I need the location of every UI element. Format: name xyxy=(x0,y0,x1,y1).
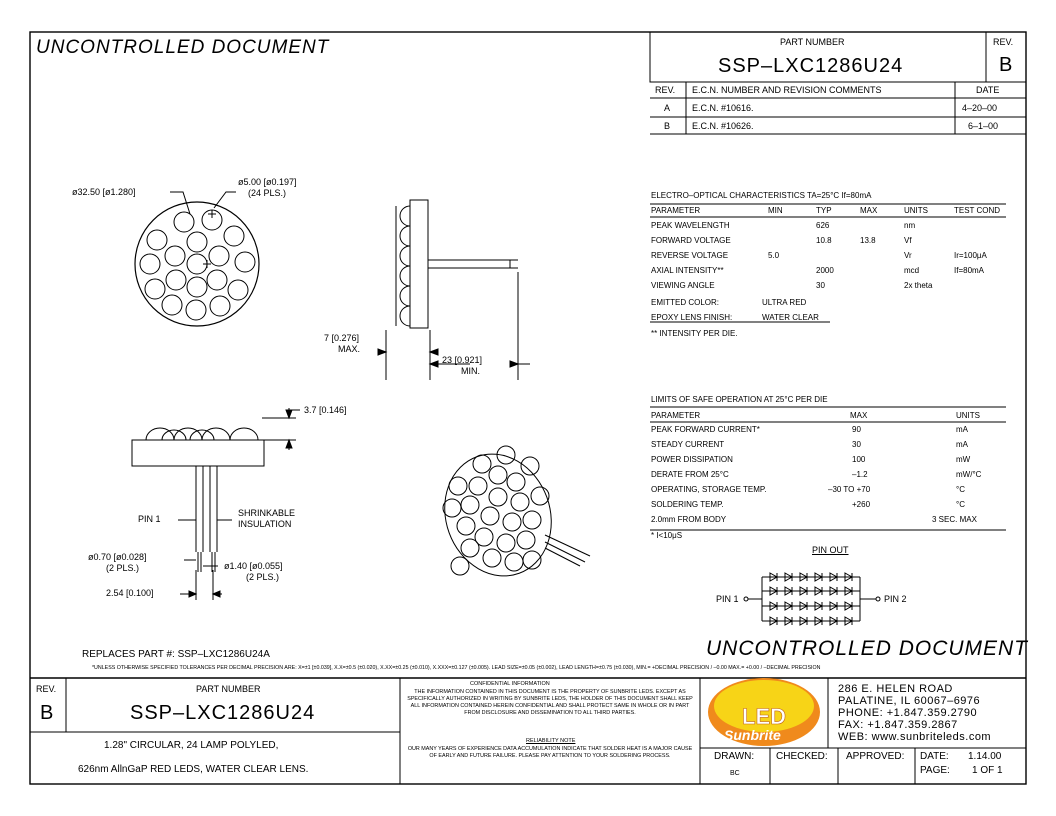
reliability-text: OUR MANY YEARS OF EXPERIENCE DATA ACCUMULATION INDICATE THAT SOLDER HEAT IS A MAJOR CAUSE OF EARLY AND FUTURE FAILURE. PLEASE PAY ATTENTION TO YOUR SOLDERING PROCESS. xyxy=(407,746,693,759)
limits-cell: mA xyxy=(956,425,968,434)
electro-cell: AXIAL INTENSITY** xyxy=(651,266,724,275)
description-line-1: 1.28" CIRCULAR, 24 LAMP POLYLED, xyxy=(104,740,279,751)
dim-lead-note: MIN. xyxy=(461,366,480,376)
limits-header-cell: UNITS xyxy=(956,411,980,420)
date-value: 1.14.00 xyxy=(968,751,1002,762)
electro-cell: 626 xyxy=(816,221,830,230)
dim-lead: 23 [0.921] xyxy=(442,355,483,365)
rev-row-b: B xyxy=(664,121,671,131)
shrink-label-1: SHRINKABLE xyxy=(238,508,296,518)
limits-header-cell: PARAMETER xyxy=(651,411,701,420)
limits-cell: POWER DISSIPATION xyxy=(651,455,733,464)
limits-cell: STEADY CURRENT xyxy=(651,440,725,449)
limits-note: * I<10μS xyxy=(651,531,683,540)
ecn-row-b: E.C.N. #10626. xyxy=(692,121,754,131)
limits-cell: °C xyxy=(956,485,965,494)
dim-height: 7 [0.276] xyxy=(324,333,360,343)
electro-cell: FORWARD VOLTAGE xyxy=(651,236,731,245)
electro-cell: Ir=100μA xyxy=(954,251,987,260)
limits-cell: SOLDERING TEMP. xyxy=(651,500,724,509)
electro-cell: If=80mA xyxy=(954,266,985,275)
pin1-label: PIN 1 xyxy=(138,514,161,524)
reliability-title: RELIABILITY NOTE xyxy=(526,738,576,744)
pinout-schematic xyxy=(744,577,880,621)
dim-lamp-diameter: ø5.00 [ø0.197] xyxy=(238,177,297,187)
svg-text:LED: LED xyxy=(742,704,786,729)
footer-part-number: SSP–LXC1286U24 xyxy=(130,702,316,724)
ecn-row-a: E.C.N. #10616. xyxy=(692,103,754,113)
date-label: DATE: xyxy=(920,751,949,762)
dim-ins-dia: ø1.40 [ø0.055] xyxy=(224,561,283,571)
rev-col-header: REV. xyxy=(655,85,676,95)
limits-header-cell: MAX xyxy=(850,411,868,420)
part-number-label: PART NUMBER xyxy=(780,37,845,47)
electro-header-cell: TYP xyxy=(816,206,832,215)
emitted-label: EMITTED COLOR: xyxy=(651,298,720,307)
checked-label: CHECKED: xyxy=(776,751,828,762)
uncontrolled-footer: UNCONTROLLED DOCUMENT xyxy=(706,637,1029,660)
dim-pitch: 2.54 [0.100] xyxy=(106,588,154,598)
rev-row-a: A xyxy=(664,103,671,113)
footer-rev-label: REV. xyxy=(36,684,57,694)
phone: PHONE: +1.847.359.2790 xyxy=(838,707,978,719)
dim-pin-dia-note: (2 PLS.) xyxy=(106,563,140,573)
electro-cell: Vr xyxy=(904,251,912,260)
pinout-title: PIN OUT xyxy=(812,545,849,555)
electro-header-cell: UNITS xyxy=(904,206,928,215)
electro-cell: 10.8 xyxy=(816,236,832,245)
lens-label: EPOXY LENS FINISH: xyxy=(651,313,733,322)
electro-header-cell: TEST COND xyxy=(954,206,1001,215)
limits-cell: –30 TO +70 xyxy=(828,485,871,494)
limits-cell: PEAK FORWARD CURRENT* xyxy=(651,425,760,434)
drawn-label: DRAWN: xyxy=(714,751,755,762)
electro-cell: Vf xyxy=(904,236,912,245)
electro-cell: mcd xyxy=(904,266,920,275)
footer-part-number-label: PART NUMBER xyxy=(196,684,261,694)
website: WEB: www.sunbriteleds.com xyxy=(838,731,992,743)
led-diodes xyxy=(770,573,852,625)
limits-cell: 90 xyxy=(852,425,861,434)
limits-cell: mW xyxy=(956,455,971,464)
uncontrolled-header: UNCONTROLLED DOCUMENT xyxy=(36,37,330,58)
limits-cell: 100 xyxy=(852,455,866,464)
part-number: SSP–LXC1286U24 xyxy=(718,55,904,77)
electro-cell: 5.0 xyxy=(768,251,780,260)
date-row-a: 4–20–00 xyxy=(962,103,998,113)
electro-cell: nm xyxy=(904,221,916,230)
pinout-pin1: PIN 1 xyxy=(716,594,739,604)
date-col-header: DATE xyxy=(976,85,1000,95)
electro-cell: 2000 xyxy=(816,266,834,275)
page-label: PAGE: xyxy=(920,765,950,776)
side-view xyxy=(378,200,530,380)
rev-label: REV. xyxy=(993,37,1014,47)
ecn-col-header: E.C.N. NUMBER AND REVISION COMMENTS xyxy=(692,85,882,95)
limits-cell: OPERATING, STORAGE TEMP. xyxy=(651,485,767,494)
limits-cell: –1.2 xyxy=(852,470,868,479)
dim-ins-dia-note: (2 PLS.) xyxy=(246,572,280,582)
limits-cell: 3 SEC. MAX xyxy=(932,515,977,524)
electro-header-cell: PARAMETER xyxy=(651,206,701,215)
approved-label: APPROVED: xyxy=(846,751,905,762)
dim-diameter: ø32.50 [ø1.280] xyxy=(72,187,136,197)
description-line-2: 626nm AllnGaP RED LEDS, WATER CLEAR LENS. xyxy=(78,764,309,775)
limits-cell: °C xyxy=(956,500,965,509)
shrink-label-2: INSULATION xyxy=(238,519,292,529)
confidential-text: THE INFORMATION CONTAINED IN THIS DOCUMENT IS THE PROPERTY OF SUNBRITE LEDS. EXCEPT AS SPECIFICALLY AUTHORIZED IN WRITING BY SUNBRITE LEDS, THE HOLDER OF THIS DOCUMENT SHALL KEEP ALL INFORMATION CONTAINED HEREIN CONFIDENTIAL AND SHALL PROTECT SAME IN WHOLE OR IN PART FROM DISCLOSURE AND DISSEMINATION TO ALL THIRD PARTIES. xyxy=(407,689,693,716)
page-value: 1 OF 1 xyxy=(972,765,1003,776)
address-line-2: PALATINE, IL 60067–6976 xyxy=(838,695,981,707)
limits-cell: DERATE FROM 25°C xyxy=(651,470,729,479)
limits-cell: 2.0mm FROM BODY xyxy=(651,515,727,524)
pinout-pin2: PIN 2 xyxy=(884,594,907,604)
electro-header-cell: MAX xyxy=(860,206,878,215)
limits-cell: 30 xyxy=(852,440,861,449)
isometric-view xyxy=(428,439,590,591)
footer-rev: B xyxy=(40,702,54,724)
electro-title: ELECTRO–OPTICAL CHARACTERISTICS TA=25°C If=80mA xyxy=(651,191,872,200)
emitted-value: ULTRA RED xyxy=(762,298,807,307)
dim-lamp-count: (24 PLS.) xyxy=(248,188,287,198)
electro-cell: 2x theta xyxy=(904,281,933,290)
electro-cell: 13.8 xyxy=(860,236,876,245)
limits-cell: mW/°C xyxy=(956,470,982,479)
electro-cell: VIEWING ANGLE xyxy=(651,281,715,290)
replaces-part: REPLACES PART #: SSP–LXC1286U24A xyxy=(82,649,270,660)
limits-cell: mA xyxy=(956,440,968,449)
dim-dome: 3.7 [0.146] xyxy=(304,405,347,415)
date-row-b: 6–1–00 xyxy=(968,121,999,131)
rev-value: B xyxy=(999,54,1013,76)
lens-value: WATER CLEAR xyxy=(762,313,819,322)
electro-cell: 30 xyxy=(816,281,825,290)
tolerance-note: *UNLESS OTHERWISE SPECIFIED TOLERANCES PER DECIMAL PRECISION ARE: X=±1 [±0.039], X.X=±0.5 (±0.020), X.XX=±0.25 (±0.010), X.XXX=±0.127 (±0.005). LEAD SIZE=±0.05 (±0.002), LEAD LENGTH=±0.75 (±0.030), MIN.= +DECIMAL PRECISION / –0.00 MAX.= +0.00 / –DECIMAL PRECISION xyxy=(92,665,821,671)
logo-text: Sunbrite xyxy=(724,727,781,743)
limits-cell: +260 xyxy=(852,500,871,509)
address-line-1: 286 E. HELEN ROAD xyxy=(838,683,953,695)
electro-cell: REVERSE VOLTAGE xyxy=(651,251,729,260)
top-view-lamps xyxy=(140,210,255,320)
electro-header-cell: MIN xyxy=(768,206,783,215)
fax: FAX: +1.847.359.2867 xyxy=(838,719,958,731)
dim-pin-dia: ø0.70 [ø0.028] xyxy=(88,552,147,562)
confidential-title: CONFIDENTIAL INFORMATION xyxy=(470,681,550,687)
drawn-value: BC xyxy=(730,770,740,777)
limits-title: LIMITS OF SAFE OPERATION AT 25°C PER DIE xyxy=(651,395,828,404)
electro-cell: PEAK WAVELENGTH xyxy=(651,221,730,230)
intensity-note: ** INTENSITY PER DIE. xyxy=(651,329,738,338)
dim-height-note: MAX. xyxy=(338,344,361,354)
